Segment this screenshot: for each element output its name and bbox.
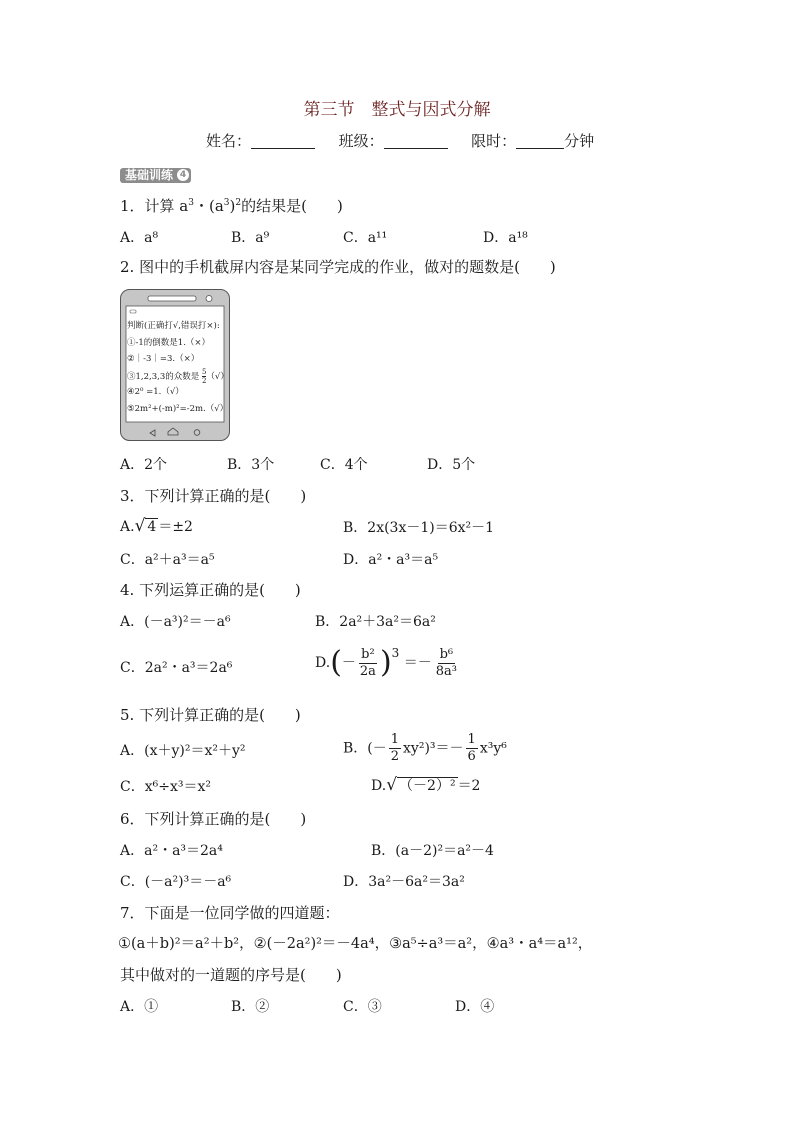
- q7-question: 其中做对的一道题的序号是( ): [120, 966, 342, 984]
- q7-stem: 7．下面是一位同学做的四道题：: [120, 904, 340, 922]
- q4-option-b: B．2a²＋3a²＝6a²: [315, 614, 436, 630]
- q5-option-d: [371, 777, 480, 794]
- q4-option-d-label: D.: [315, 655, 331, 671]
- q4-frac2-den: 8a³: [435, 663, 457, 679]
- phone-line-1: 判断(正确打√,错误打×):: [127, 321, 220, 331]
- q5-option-a: A．(x＋y)²＝x²＋y²: [120, 743, 246, 759]
- q5-option-b-mid: xy²)³＝－: [403, 740, 464, 757]
- q5-option-b: [343, 732, 507, 765]
- phone-line-6: ⑤2m²+(-m)²=-2m.（√）: [127, 404, 229, 414]
- section-badge-number: 4: [177, 169, 189, 181]
- section-badge: [120, 168, 191, 183]
- q1-stem-suffix: 的结果是( ): [241, 197, 343, 215]
- q7-option-b: B．②: [231, 999, 270, 1015]
- name-blank: [251, 134, 315, 149]
- q7-option-a: A．①: [120, 999, 159, 1015]
- q7-option-c: C．③: [343, 999, 382, 1015]
- q5-frac2-den: 6: [467, 749, 476, 764]
- phone-line-3: ②｜-3｜=3.（×）: [127, 354, 200, 364]
- q1-option-d: D．a¹⁸: [483, 230, 528, 246]
- q3-stem: 3．下列计算正确的是( ): [120, 487, 307, 505]
- q5-option-c: C．x⁶÷x³＝x²: [120, 779, 211, 795]
- q5-frac2-num: 1: [467, 732, 476, 747]
- phone-screenshot-image: [120, 289, 230, 441]
- q5-stem: 5. 下列计算正确的是( ): [120, 706, 301, 724]
- q2-option-a: A．2个: [120, 457, 168, 473]
- q3-option-a-label: A.: [120, 519, 135, 535]
- q1-option-a: A．a⁸: [120, 230, 159, 246]
- page-title: 第三节 整式与因式分解: [303, 100, 491, 120]
- time-label: 限时：: [471, 132, 517, 150]
- q4-frac1-num: b²: [361, 646, 375, 662]
- student-info-row: [206, 134, 594, 149]
- q4-power: 3: [391, 646, 400, 660]
- class-label: 班级：: [338, 132, 384, 150]
- class-blank: [384, 134, 448, 149]
- phone-line-5: ④2⁰ =1.（√）: [127, 387, 184, 397]
- phone-frac-num: 5: [201, 368, 207, 376]
- phone-line-4-text: ③1,2,3,3的众数是: [127, 372, 200, 382]
- q1-option-c: C．a¹¹: [343, 230, 388, 246]
- q5-option-d-radicand: （－2）²: [399, 778, 456, 794]
- q5-frac1-num: 1: [390, 732, 400, 747]
- q4-frac1-den: 2a: [359, 663, 376, 679]
- phone-line-4: [127, 368, 229, 385]
- q6-option-c: C．(－a²)³＝－a⁶: [120, 874, 232, 890]
- q7-option-d: D．④: [455, 999, 495, 1015]
- q3-option-c: C．a²＋a³＝a⁵: [120, 552, 215, 568]
- q2-stem: 2. 图中的手机截屏内容是某同学完成的作业，做对的题数是( ): [120, 258, 556, 276]
- q4-option-d: D.(－ $\frac{\text{b²}}{2a}$ )3 ＝－ $\frac{\text{b⁶}}{\text{8a³}}$: [315, 645, 457, 680]
- phone-line-2: ①-1的倒数是1.（×）: [127, 338, 211, 348]
- q2-option-d: D．5个: [427, 457, 476, 473]
- q1-stem-prefix: 1．计算 a: [120, 197, 189, 215]
- q4-stem: 4. 下列运算正确的是( ): [120, 581, 301, 599]
- q3-option-d: D．a²・a³＝a⁵: [343, 552, 439, 568]
- sqrt-sign: √: [134, 516, 146, 536]
- q3-option-a-radicand: 4: [147, 519, 157, 535]
- q4-option-a: A．(－a³)²＝－a⁶: [120, 614, 231, 630]
- time-blank: [516, 134, 564, 149]
- name-label: 姓名：: [206, 132, 252, 150]
- q2-option-c: C．4个: [320, 457, 368, 473]
- q2-option-b: B．3个: [227, 457, 275, 473]
- q5-frac1-den: 2: [390, 749, 400, 764]
- q6-stem: 6．下列计算正确的是( ): [120, 810, 307, 828]
- q5-option-b-prefix: B．(－: [343, 740, 387, 757]
- time-unit: 分钟: [564, 132, 595, 150]
- sqrt-sign: √: [386, 775, 398, 795]
- q1-stem: 1．计算 $a^3$・$(a^3)^2$的结果是( ): [120, 197, 343, 215]
- q4-frac2-num: b⁶: [439, 646, 454, 662]
- q6-option-b: B．(a－2)²＝a²－4: [371, 843, 494, 859]
- q4-option-c: C．2a²・a³＝2a⁶: [120, 660, 233, 676]
- q5-option-b-suffix: x³y⁶: [479, 740, 507, 757]
- q1-option-b: B．a⁹: [231, 230, 270, 246]
- phone-frac-den: 2: [201, 377, 207, 385]
- q3-option-b: B．2x(3x－1)＝6x²－1: [343, 520, 495, 536]
- q3-option-a-rhs: ＝±2: [158, 519, 193, 535]
- q7-items: ①(a＋b)²＝a²＋b²，②(－2a²)²＝－4a⁴，③a⁵÷a³＝a²，④a³・a⁴＝a¹²，: [118, 936, 593, 952]
- q6-option-a: A．a²・a³＝2a⁴: [120, 843, 223, 859]
- q5-option-d-rhs: ＝2: [457, 778, 481, 794]
- phone-line-4-mark: （√）: [206, 372, 229, 382]
- section-badge-label: 基础训练: [125, 168, 174, 182]
- q3-option-a: [120, 518, 193, 535]
- q6-option-d: D．3a²－6a²＝3a²: [343, 874, 465, 890]
- q5-option-d-label: D.: [371, 778, 387, 794]
